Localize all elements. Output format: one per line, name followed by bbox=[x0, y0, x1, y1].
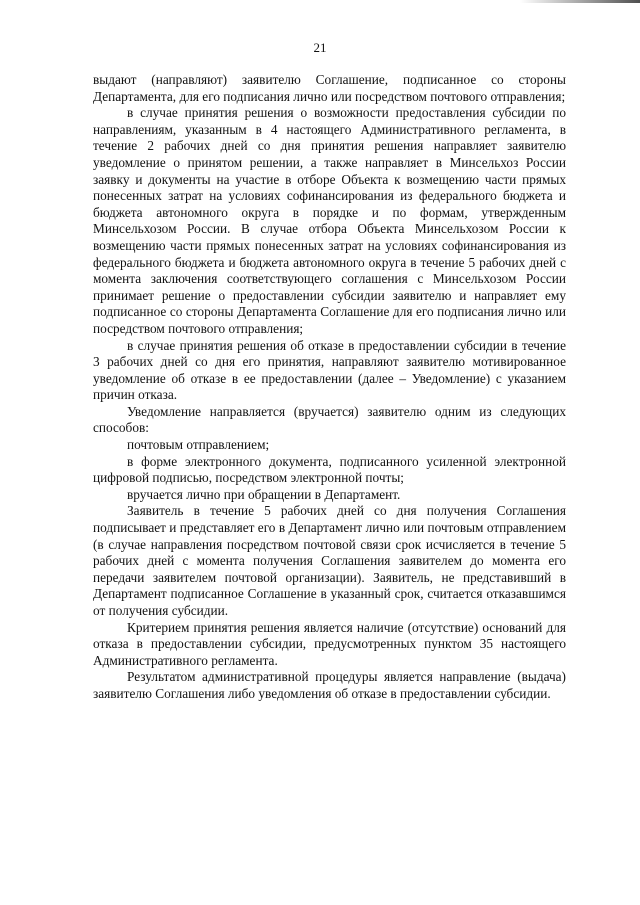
scan-edge-mark bbox=[520, 0, 640, 3]
paragraph-procedure-result: Результатом административной процедуры является направление (выдача) заявителю Соглашения либо уведомления об отказе в предоставлении субсидии. bbox=[93, 669, 566, 701]
paragraph-notification-methods: Уведомление направляется (вручается) заявителю одним из следующих способов: bbox=[93, 403, 566, 436]
paragraph-continuation: выдают (направляют) заявителю Соглашение, подписанное со стороны Департамента, для его подписания лично или посредством почтового отправления; bbox=[93, 72, 566, 104]
paragraph-refusal-case: в случае принятия решения об отказе в предоставлении субсидии в течение 3 рабочих дней со дня его принятия, направляют заявителю мотивированное уведомление об отказе в ее предоставлении (далее – Уведомление) с указанием причин отказа. bbox=[93, 337, 566, 403]
document-body bbox=[93, 72, 566, 703]
list-item-in-person: вручается лично при обращении в Департамент. bbox=[127, 486, 401, 502]
paragraph-approval-case: в случае принятия решения о возможности предоставления субсидии по направлениям, указанным в 4 настоящего Административного регламента, в течение 2 рабочих дней со дня принятия решения направляет заявителю уведомление о принятом решении, а также направляет в Минсельхоз России заявку и документы на участие в отборе Объекта к возмещению части прямых понесенных затрат на условиях софинансирования из федерального бюджета и бюджета автономного округа в порядке и по формам, утвержденным Минсельхозом России. В случае отбора Объекта Минсельхозом России к возмещению части прямых понесенных затрат на условиях софинансирования из федерального бюджета и бюджета автономного округа в течение 5 рабочих дней с момента заключения соответствующего соглашения с Минсельхозом России принимает решение о предоставлении субсидии заявителю и направляет ему подписанное со стороны Департамента Соглашение для его подписания лично или посредством почтового отправления; bbox=[93, 105, 566, 336]
page-number: 21 bbox=[313, 40, 327, 55]
list-item-electronic: в форме электронного документа, подписанного усиленной электронной цифровой подписью, посредством электронной почты; bbox=[93, 453, 566, 486]
list-item-postal: почтовым отправлением; bbox=[127, 437, 270, 453]
paragraph-applicant-signing: Заявитель в течение 5 рабочих дней со дня получения Соглашения подписывает и представляет его в Департамент лично или почтовым отправлением (в случае направления посредством почтовой связи срок исчисляется в течение 5 рабочих дней с момента получения Соглашения заявителем до момента его передачи заявителем почтовой организации). Заявитель, не представивший в Департамент подписанное Соглашение в указанный срок, считается отказавшимся от получения субсидии. bbox=[93, 503, 566, 618]
paragraph-decision-criterion: Критерием принятия решения является наличие (отсутствие) оснований для отказа в предоставлении субсидии, предусмотренных пунктом 35 настоящего Административного регламента. bbox=[93, 619, 566, 668]
